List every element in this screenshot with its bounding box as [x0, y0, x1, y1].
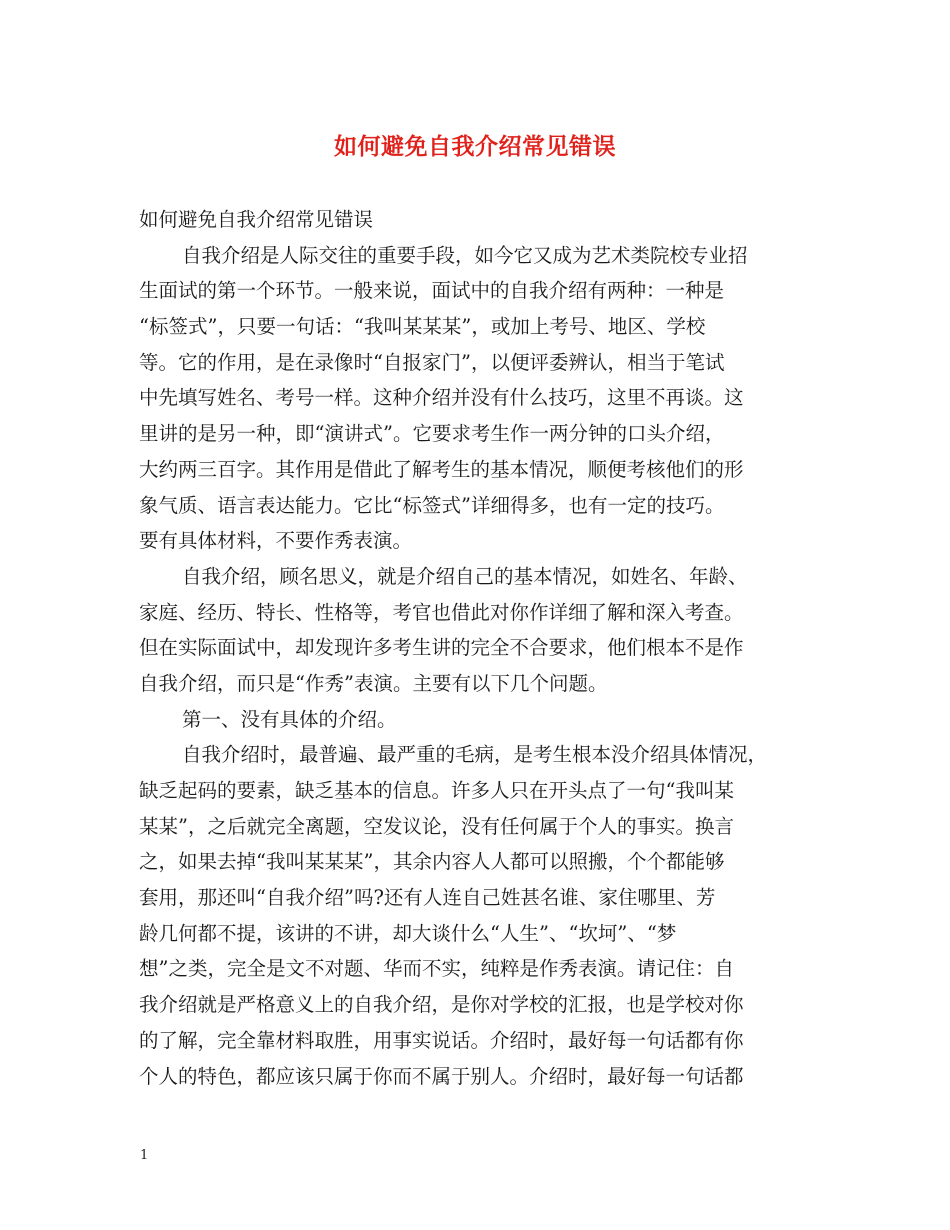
text-line: 大约两三百字。其作用是借此了解考生的基本情况，顺便考核他们的形: [139, 457, 744, 481]
text-line: 自我介绍，顾名思义，就是介绍自己的基本情况，如姓名、年龄、: [182, 564, 748, 588]
page-number: 1: [140, 1148, 149, 1163]
text-line: 之，如果去掉“我叫某某某”，其余内容人人都可以照搬，个个都能够: [139, 850, 725, 874]
text-line: 要有具体材料，不要作秀表演。: [139, 529, 413, 553]
text-line: 某某”，之后就完全离题，空发议论，没有任何属于个人的事实。换言: [139, 814, 734, 838]
text-line: 自我介绍是人际交往的重要手段，如今它又成为艺术类院校专业招: [182, 243, 748, 267]
text-line: 第一、没有具体的介绍。: [182, 707, 397, 731]
text-line: 的了解，完全靠材料取胜，用事实说话。介绍时，最好每一句话都有你: [139, 1028, 744, 1052]
text-line: 生面试的第一个环节。一般来说，面试中的自我介绍有两种：一种是: [139, 279, 725, 303]
document-body: [139, 202, 819, 1094]
text-line: 想”之类，完全是文不对题、华而不实，纯粹是作秀表演。请记住：自: [139, 957, 734, 981]
text-line: 家庭、经历、特长、性格等，考官也借此对你作详细了解和深入考查。: [139, 600, 744, 624]
text-line: 里讲的是另一种，即“演讲式”。它要求考生作一两分钟的口头介绍，: [139, 422, 725, 446]
text-line: 但在实际面试中，却发现许多考生讲的完全不合要求，他们根本不是作: [139, 636, 744, 660]
text-line: “标签式”，只要一句话：“我叫某某某”，或加上考号、地区、学校: [139, 315, 706, 339]
text-line: 缺乏起码的要素，缺乏基本的信息。许多人只在开头点了一句“我叫某: [139, 779, 734, 802]
text-line: 套用，那还叫“自我介绍”吗?还有人连自己姓甚名谁、家住哪里、芳: [139, 886, 716, 910]
text-line: 等。它的作用，是在录像时“自报家门”，以便评委辨认，相当于笔试: [139, 350, 725, 374]
document-title: 如何避免自我介绍常见错误: [334, 133, 616, 160]
text-line: 中先填写姓名、考号一样。这种介绍并没有什么技巧，这里不再谈。这: [139, 386, 744, 410]
text-line: 自我介绍，而只是“作秀”表演。主要有以下几个问题。: [139, 671, 608, 695]
text-line: 自我介绍时，最普遍、最严重的毛病，是考生根本没介绍具体情况，: [182, 743, 768, 767]
text-line: 如何避免自我介绍常见错误: [139, 208, 374, 231]
text-line: 我介绍就是严格意义上的自我介绍，是你对学校的汇报，也是学校对你: [139, 993, 744, 1017]
text-line: 象气质、语言表达能力。它比“标签式”详细得多，也有一定的技巧。: [139, 493, 725, 517]
text-line: 个人的特色，都应该只属于你而不属于别人。介绍时，最好每一句话都: [139, 1064, 744, 1088]
text-line: 龄几何都不提，该讲的不讲，却大谈什么“人生”、“坎坷”、“梦: [139, 921, 677, 945]
